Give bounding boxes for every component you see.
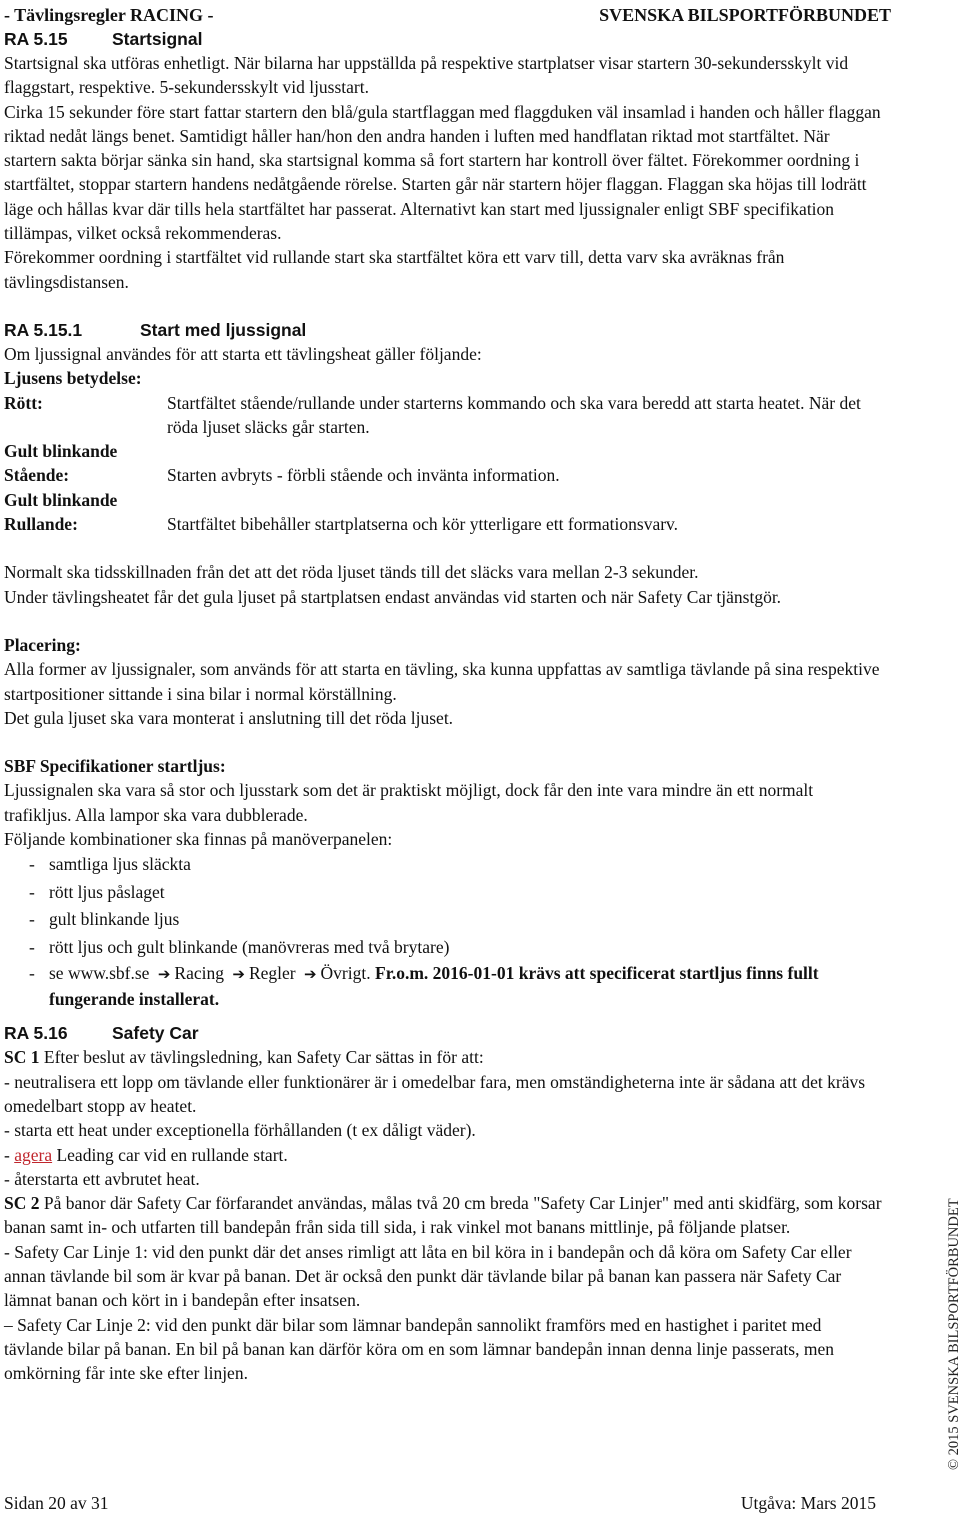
paragraph: – Safety Car Linje 2: vid den punkt där bilar som lämnar bandepån sannolikt framförs med en hastighet i paritet med tävlande bilar på banan. En bil på banan kan därför köra om en som lämnar bandepån innan denna linje passerats, men omkörning får inte ske efter linjen. [4, 1314, 834, 1384]
breadcrumb-ovrigt: Övrigt. [320, 963, 371, 984]
light-desc: Startfältet stående/rullande under starterns kommando och ska vara beredd att starta heatet. När det röda ljuset släcks går starten. [167, 392, 861, 437]
paragraph: - Safety Car Linje 1: vid den punkt där det anses rimligt att låta en bil köra in i bandepån och då köra om Safety Car eller annan tävlande bil som är kvar på banan. Det är också den punkt där tävlande bilar på banan kan passera när Safety Car lämnat banan och kört in i bandepån efter insatsen. [4, 1241, 852, 1311]
sbf-heading: SBF Specifikationer startljus: [4, 756, 226, 777]
page-header [4, 3, 891, 27]
section-number: RA 5.15 [4, 29, 68, 49]
paragraph: Följande kombinationer ska finnas på manöverpanelen: [4, 829, 393, 850]
list-item-link: - se www.sbf.se ➔ Racing ➔ Regler ➔ Övrigt. Fr.o.m. 2016-01-01 krävs att specificerat startljus finns fullt fungerande installerat. [29, 963, 819, 1009]
light-desc: Startfältet bibehåller startplatserna och kör ytterligare ett formationsvarv. [167, 514, 679, 535]
section-title: Start med ljussignal [140, 319, 307, 340]
light-term: Rullande: [4, 514, 78, 535]
link-text[interactable]: se www.sbf.se [49, 963, 150, 984]
edition: Utgåva: Mars 2015 [740, 1493, 876, 1513]
placering-heading: Placering: [4, 634, 81, 655]
page-footer [4, 1492, 876, 1514]
requirement-text: Fr.o.m. 2016-01-01 krävs att specificerat startljus finns fullt fungerande installerat. [49, 963, 819, 1009]
list-item: - rött ljus påslaget [29, 881, 165, 902]
light-desc: Starten avbryts - förbli stående och invänta information. [167, 465, 560, 486]
page-number: Sidan 20 av 31 [4, 1493, 109, 1513]
arrow-right-icon: ➔ [157, 965, 171, 984]
section-heading-5-15 [4, 27, 884, 51]
paragraph: Ljussignalen ska vara så stor och ljusstark som det är praktiskt möjligt, dock får den inte vara mindre än ett normalt trafikljus. Alla lampor ska vara dubblerade. [4, 780, 814, 825]
light-row-yellow-standing [4, 439, 884, 488]
paragraph: - starta ett heat under exceptionella förhållanden (t ex dåligt väder). [4, 1120, 476, 1141]
paragraph: Alla former av ljussignaler, som används för att starta en tävling, ska kunna uppfattas av samtliga tävlande på sina respektive startpositioner sittande i sina bilar i normal körställning. [4, 659, 880, 704]
light-term: Stående: [4, 465, 70, 486]
breadcrumb-regler: Regler [248, 963, 296, 984]
paragraph: Under tävlingsheatet får det gula ljuset på startplatsen endast användas vid starten och när Safety Car tjänstgör. [4, 586, 782, 607]
light-row-yellow-rolling [4, 488, 884, 537]
paragraph: - neutralisera ett lopp om tävlande eller funktionärer är i omedelbar fara, men omständigheterna inte är sådana att det krävs omedelbart stopp av heatet. [4, 1071, 866, 1116]
paragraph: Det gula ljuset ska vara monterat i anslutning till det röda ljuset. [4, 707, 454, 728]
section-number: RA 5.15.1 [4, 319, 83, 340]
sc1-label: SC 1 [4, 1047, 40, 1068]
header-left: - Tävlingsregler RACING - [4, 5, 214, 25]
section-number: RA 5.16 [4, 1023, 68, 1044]
light-term: Rött: [4, 392, 43, 413]
document-page [4, 3, 891, 1385]
paragraph: Om ljussignal användes för att starta ett tävlingsheat gäller följande: [4, 343, 482, 364]
arrow-right-icon: ➔ [232, 965, 245, 984]
light-term: Gult blinkande [4, 489, 118, 510]
agera-link[interactable]: agera [14, 1144, 53, 1165]
list-item: - samtliga ljus släckta [29, 854, 191, 875]
light-row-red [4, 391, 884, 440]
paragraph: Startsignal ska utföras enhetligt. När bilarna har uppställda på respektive startplatser visar startern 30-sekundersskylt vid flaggstart, respektive. 5-sekundersskylt vid ljusstart. [4, 53, 849, 98]
lights-heading: Ljusens betydelse: [4, 368, 142, 389]
arrow-right-icon: ➔ [303, 965, 317, 984]
paragraph: - agera Leading car vid en rullande start. [4, 1144, 288, 1165]
breadcrumb-racing: Racing [174, 963, 224, 984]
paragraph: Cirka 15 sekunder före start fattar startern den blå/gula startflaggan med flaggduken väl insamlad i handen och håller flaggan riktad nedåt längs benet. Samtidigt håller han/hon den andra handen i luften med handflatan riktad mot startfältet. När startern sakta börjar sänka sin hand, ska startsignal komma så fort startern har kontroll över fältet. Förekommer oordning i startfältet, stoppar startern handens nedåtgående rörelse. Starten går när startern höjer flaggan. Flaggan ska höjas till lodrätt läge och hållas kvar där tills hela startfältet har passerat. Alternativt kan start med ljussignaler enligt SBF specifikation tillämpas, vilket också rekommenderas. [4, 101, 881, 244]
side-copyright: © 2015 SVENSKA BILSPORTFÖRBUNDET [946, 1198, 962, 1470]
section-title: Safety Car [112, 1023, 199, 1044]
section-title: Startsignal [112, 29, 203, 49]
paragraph: Förekommer oordning i startfältet vid rullande start ska startfältet köra ett varv till, detta varv ska avräknas från tävlingsdistansen. [4, 247, 785, 292]
list-item: - gult blinkande ljus [29, 909, 180, 930]
list-item: - rött ljus och gult blinkande (manövreras med två brytare) [29, 936, 450, 957]
section-heading-5-16 [4, 1021, 884, 1045]
paragraph: Normalt ska tidsskillnaden från det att det röda ljuset tänds till det släcks vara mellan 2-3 sekunder. [4, 562, 699, 583]
paragraph: SC 1 Efter beslut av tävlingsledning, kan Safety Car sättas in för att: [4, 1047, 484, 1068]
paragraph: - återstarta ett avbrutet heat. [4, 1168, 200, 1189]
paragraph: SC 2 På banor där Safety Car förfarandet användas, målas två 20 cm breda "Safety Car Linjer" med anti skidfärg, som korsar banan samt in- och utfarten till bandepån från sida till sida, i rak vinkel mot banans mittlinje, på följande platser. [4, 1193, 882, 1238]
panel-list [4, 851, 884, 1011]
sc2-label: SC 2 [4, 1193, 40, 1214]
light-term: Gult blinkande [4, 441, 118, 462]
section-heading-5-15-1 [4, 318, 884, 342]
header-right: SVENSKA BILSPORTFÖRBUNDET [599, 5, 891, 25]
